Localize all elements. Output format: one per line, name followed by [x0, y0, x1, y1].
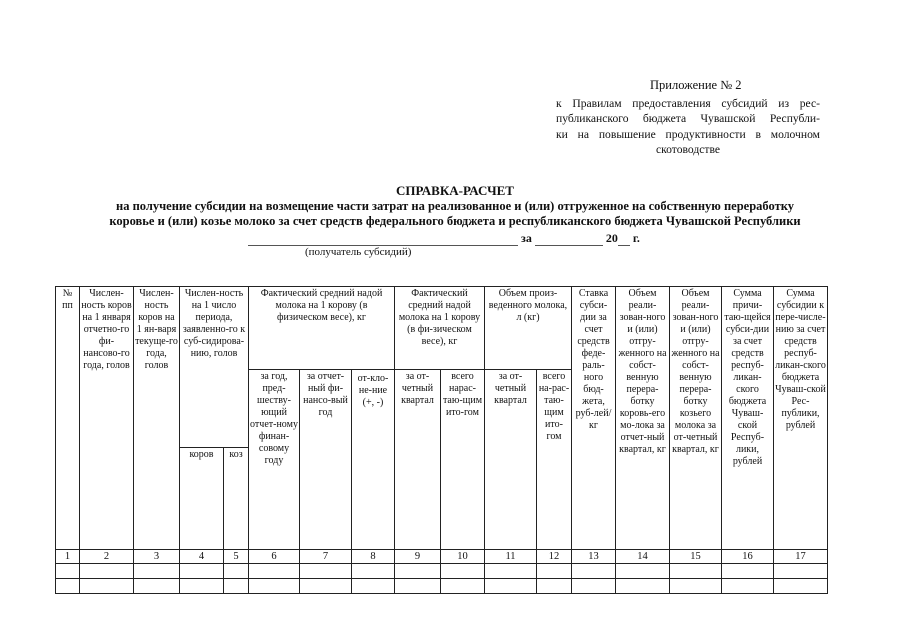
table-cell[interactable] [56, 564, 80, 579]
table-cell[interactable] [774, 564, 828, 579]
table-cell[interactable] [670, 564, 722, 579]
column-number: 9 [395, 550, 441, 564]
table-cell[interactable] [134, 579, 180, 594]
table-cell[interactable] [722, 579, 774, 594]
table-cell[interactable] [572, 579, 616, 594]
title-line: на получение субсидии на возмещение части затрат на реализованное и (или) отгруженное на собственную переработку [116, 199, 794, 213]
table-cell[interactable] [722, 564, 774, 579]
title-heading: СПРАВКА-РАСЧЕТ [396, 183, 514, 198]
table-cell[interactable] [537, 579, 572, 594]
header-col-14: Объем реали-зован-ного и (или) отгру-женного на собст-венную перера-ботку коровь-его мо-лока за отчет-ный квартал, кг [616, 287, 670, 550]
table-cell[interactable] [224, 579, 249, 594]
table-cell[interactable] [485, 564, 537, 579]
column-number: 13 [572, 550, 616, 564]
header-col-4-5: Числен-ность на 1 число периода, заявленно-го к суб-сидирова-нию, голов [180, 287, 249, 448]
table-cell[interactable] [616, 579, 670, 594]
header-col-9: за от-четный квартал [395, 370, 441, 550]
header-col-8: от-кло-не-ние (+, -) [352, 370, 395, 550]
column-number: 12 [537, 550, 572, 564]
table-cell[interactable] [485, 579, 537, 594]
column-number: 17 [774, 550, 828, 564]
table-cell[interactable] [249, 564, 300, 579]
appendix-line: ки на повышение продуктивности в молочном [556, 127, 820, 141]
column-number: 14 [616, 550, 670, 564]
table-cell[interactable] [134, 564, 180, 579]
recipient-line [248, 231, 640, 246]
header-col-6: за год, пред-шеству-ющий отчет-ному финан-совому году [249, 370, 300, 550]
column-number: 3 [134, 550, 180, 564]
appendix-number: Приложение № 2 [650, 78, 742, 92]
header-col-6-8: Фактический средний надой молока на 1 корову (в физическом весе), кг [249, 287, 395, 370]
table-cell[interactable] [56, 579, 80, 594]
header-col-16: Сумма причи-таю-щейся субси-дии за счет средств респуб-ликан-ского бюджета Чуваш-ской Респуб-лики, рублей [722, 287, 774, 550]
header-col-5: коз [224, 448, 249, 550]
header-col-12: всего на-рас-таю-щим ито-гом [537, 370, 572, 550]
table-cell[interactable] [572, 564, 616, 579]
table-cell[interactable] [537, 564, 572, 579]
table-row [56, 579, 828, 594]
table-cell[interactable] [441, 564, 485, 579]
table-cell[interactable] [395, 564, 441, 579]
header-col-9-10: Фактический средний надой молока на 1 корову (в фи-зическом весе), кг [395, 287, 485, 370]
table-cell[interactable] [352, 579, 395, 594]
header-col-17: Сумма субсидии к пере-числе-нию за счет средств респуб-ликан-ского бюджета Чуваш-ской Рес-публики, рублей [774, 287, 828, 550]
calculation-table [55, 286, 828, 594]
table-cell[interactable] [616, 564, 670, 579]
table-cell[interactable] [441, 579, 485, 594]
header-col-2: Числен-ность коров на 1 января отчетно-го фи-нансово-го года, голов [80, 287, 134, 550]
column-number: 8 [352, 550, 395, 564]
column-number: 5 [224, 550, 249, 564]
document-title [60, 183, 850, 229]
year-field[interactable] [618, 233, 630, 246]
header-col-1: № пп [56, 287, 80, 550]
table-cell[interactable] [395, 579, 441, 594]
table-cell[interactable] [249, 579, 300, 594]
table-cell[interactable] [80, 579, 134, 594]
header-col-11-12: Объем произ-веденного молока, л (кг) [485, 287, 572, 370]
table-cell[interactable] [80, 564, 134, 579]
column-number: 6 [249, 550, 300, 564]
for-word: за [521, 231, 532, 245]
table-cell[interactable] [180, 564, 224, 579]
column-number: 15 [670, 550, 722, 564]
appendix-block [556, 78, 820, 158]
period-field[interactable] [535, 233, 603, 246]
table-cell[interactable] [300, 564, 352, 579]
table-cell[interactable] [774, 579, 828, 594]
appendix-line: скотоводстве [655, 143, 721, 156]
header-col-10: всего нарас-таю-щим ито-гом [441, 370, 485, 550]
appendix-line: публиканского бюджета Чувашской Республи- [556, 112, 820, 125]
column-number: 4 [180, 550, 224, 564]
header-col-13: Ставка субси-дии за счет средств феде-раль-ного бюд-жета, руб-лей/кг [572, 287, 616, 550]
header-col-11: за от-четный квартал [485, 370, 537, 550]
header-col-15: Объем реали-зован-ного и (или) отгру-женного на собст-венную перера-ботку козьего молока за от-четный квартал, кг [670, 287, 722, 550]
column-number: 1 [56, 550, 80, 564]
table-cell[interactable] [670, 579, 722, 594]
appendix-line: к Правилам предоставления субсидий из рес- [556, 96, 820, 110]
year-suffix: г. [632, 231, 640, 245]
table-cell[interactable] [224, 564, 249, 579]
header-col-3: Числен-ность коров на 1 ян-варя текуще-го года, голов [134, 287, 180, 550]
header-col-4: коров [180, 448, 224, 550]
recipient-caption: (получатель субсидий) [305, 246, 412, 258]
column-number: 11 [485, 550, 537, 564]
title-line: коровье и (или) козье молоко за счет средств федерального бюджета и республиканского бюджета Чувашской Республики [109, 214, 801, 228]
header-col-7: за отчет-ный фи-нансо-вый год [300, 370, 352, 550]
recipient-name-field[interactable] [248, 233, 518, 246]
column-number: 10 [441, 550, 485, 564]
year-prefix: 20 [605, 231, 618, 245]
column-number: 16 [722, 550, 774, 564]
table-cell[interactable] [352, 564, 395, 579]
table-cell[interactable] [180, 579, 224, 594]
column-number: 7 [300, 550, 352, 564]
table-row [56, 564, 828, 579]
table-cell[interactable] [300, 579, 352, 594]
column-number: 2 [80, 550, 134, 564]
